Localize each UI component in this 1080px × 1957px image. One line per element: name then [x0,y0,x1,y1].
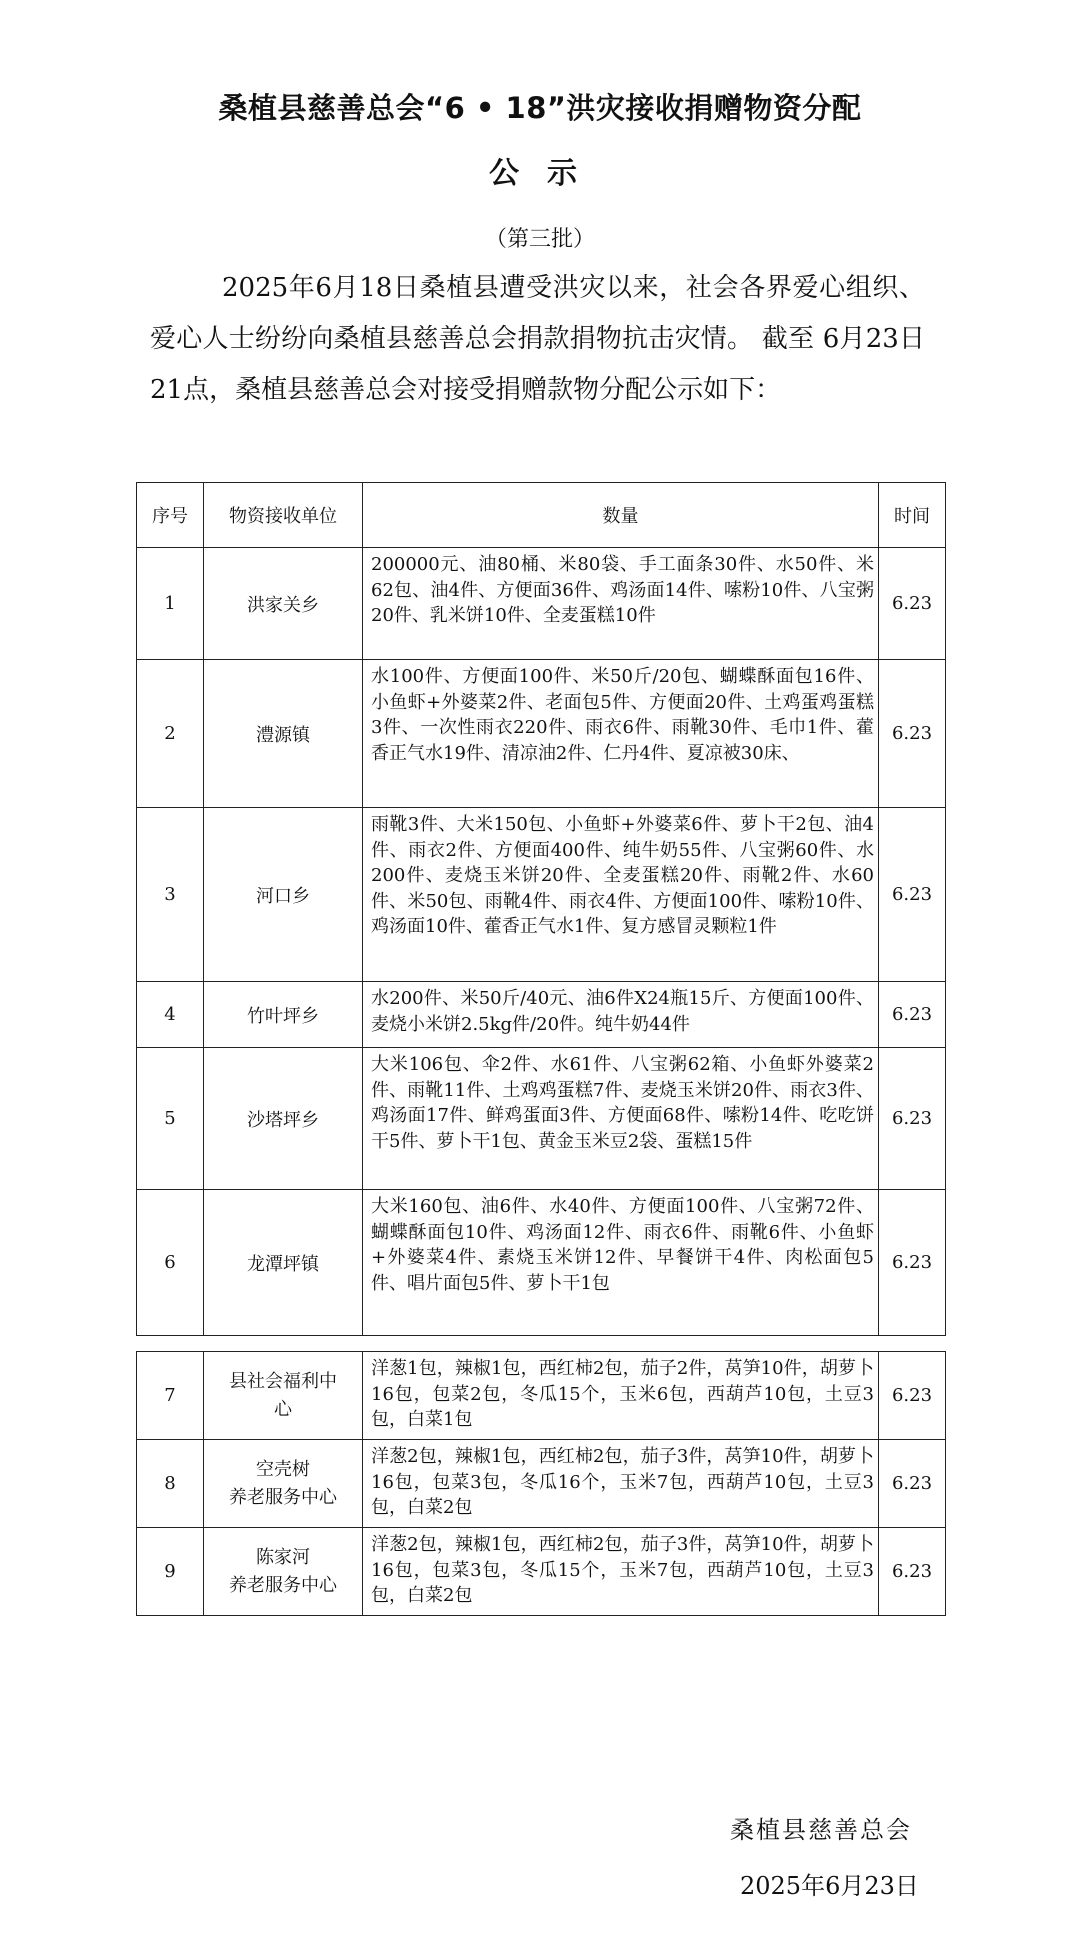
row-qty: 200000元、油80桶、米80袋、手工面条30件、水50件、米62包、油4件、方便面36件、鸡汤面14件、嗦粉10件、八宝粥20件、乳米饼10件、全麦蛋糕10件 [363,548,879,660]
row-unit: 沙塔坪乡 [204,1048,363,1190]
row-no: 7 [137,1352,204,1440]
table-row [137,1190,946,1336]
row-qty: 洋葱2包，辣椒1包，西红柿2包，茄子3件，莴笋10件，胡萝卜16包，包菜3包，冬瓜16个，玉米7包，西葫芦10包，土豆3包，白菜2包 [363,1440,879,1528]
row-unit: 澧源镇 [204,660,363,808]
row-unit: 竹叶坪乡 [204,982,363,1048]
row-unit [204,1440,363,1528]
issue-date: 2025年6月23日 [740,1872,919,1900]
notice-title: 桑植县慈善总会“6 • 18”洪灾接收捐赠物资分配 [218,91,862,125]
table-header-row [137,483,946,548]
row-time: 6.23 [879,548,946,660]
intro-paragraph: 2025年6月18日桑植县遭受洪灾以来，社会各界爱心组织、爱心人士纷纷向桑植县慈善总会捐款捐物抗击灾情。 截至 6月23日21点，桑植县慈善总会对接受捐赠款物分配公示如下： [150,273,925,405]
row-qty: 洋葱2包，辣椒1包，西红柿2包，茄子3件，莴笋10件，胡萝卜16包，包菜3包，冬瓜15个，玉米7包，西葫芦10包，土豆3包，白菜2包 [363,1528,879,1616]
header-qty: 数量 [363,483,879,548]
row-no: 5 [137,1048,204,1190]
row-no: 9 [137,1528,204,1616]
distribution-table-continued [136,1351,946,1616]
row-unit-line1: 陈家河 [256,1546,310,1568]
row-qty: 水200件、米50斤/40元、油6件X24瓶15斤、方便面100件、麦烧小米饼2.5kg件/20件。纯牛奶44件 [363,982,879,1048]
header-unit: 物资接收单位 [204,483,363,548]
row-unit: 龙潭坪镇 [204,1190,363,1336]
table-row [137,982,946,1048]
row-qty: 雨靴3件、大米150包、小鱼虾+外婆菜6件、萝卜干2包、油4件、雨衣2件、方便面400件、纯牛奶55件、八宝粥60件、水200件、麦烧玉米饼20件、全麦蛋糕20件、雨靴2件、水60件、米50包、雨靴4件、雨衣4件、方便面100件、嗦粉10件、鸡汤面10件、藿香正气水1件、复方感冒灵颗粒1件 [363,808,879,982]
table-row [137,660,946,808]
table-row [137,548,946,660]
row-qty: 大米160包、油6件、水40件、方便面100件、八宝粥72件、蝴蝶酥面包10件、鸡汤面12件、雨衣6件、雨靴6件、小鱼虾+外婆菜4件、素烧玉米饼12件、早餐饼干4件、肉松面包5件、唱片面包5件、萝卜干1包 [363,1190,879,1336]
row-time: 6.23 [879,1440,946,1528]
table-row [137,808,946,982]
row-no: 4 [137,982,204,1048]
row-qty: 大米106包、伞2件、水61件、八宝粥62箱、小鱼虾外婆菜2件、雨靴11件、土鸡鸡蛋糕7件、麦烧玉米饼20件、雨衣3件、鸡汤面17件、鲜鸡蛋面3件、方便面68件、嗦粉14件、吃吃饼干5件、萝卜干1包、黄金玉米豆2袋、蛋糕15件 [363,1048,879,1190]
row-qty: 洋葱1包，辣椒1包，西红柿2包，茄子2件，莴笋10件，胡萝卜16包，包菜2包，冬瓜15个，玉米6包，西葫芦10包，土豆3包，白菜1包 [363,1352,879,1440]
row-no: 3 [137,808,204,982]
row-time: 6.23 [879,1190,946,1336]
row-time: 6.23 [879,1352,946,1440]
row-time: 6.23 [879,808,946,982]
table-row [137,1352,946,1440]
table-row [137,1528,946,1616]
row-unit-line2: 养老服务中心 [229,1574,337,1596]
row-no: 2 [137,660,204,808]
notice-subtitle: 公示 [489,156,605,191]
row-qty: 水100件、方便面100件、米50斤/20包、蝴蝶酥面包16件、小鱼虾+外婆菜2件、老面包5件、方便面20件、土鸡蛋鸡蛋糕3件、一次性雨衣220件、雨衣6件、雨靴30件、毛巾1件、藿香正气水19件、清凉油2件、仁丹4件、夏凉被30床、 [363,660,879,808]
row-no: 1 [137,548,204,660]
signer: 桑植县慈善总会 [730,1816,912,1844]
row-no: 6 [137,1190,204,1336]
row-time: 6.23 [879,1528,946,1616]
row-unit-line1: 空壳树 [256,1458,310,1480]
row-time: 6.23 [879,660,946,808]
row-no: 8 [137,1440,204,1528]
row-unit: 洪家关乡 [204,548,363,660]
row-unit: 河口乡 [204,808,363,982]
table-row [137,1440,946,1528]
row-time: 6.23 [879,1048,946,1190]
distribution-table [136,482,946,1336]
row-unit-line2: 养老服务中心 [229,1486,337,1508]
row-unit [204,1352,363,1440]
row-unit-text: 县社会福利中心 [229,1370,337,1420]
header-time: 时间 [879,483,946,548]
row-time: 6.23 [879,982,946,1048]
row-unit [204,1528,363,1616]
header-no: 序号 [137,483,204,548]
table-row [137,1048,946,1190]
batch-label: （第三批） [484,227,595,252]
